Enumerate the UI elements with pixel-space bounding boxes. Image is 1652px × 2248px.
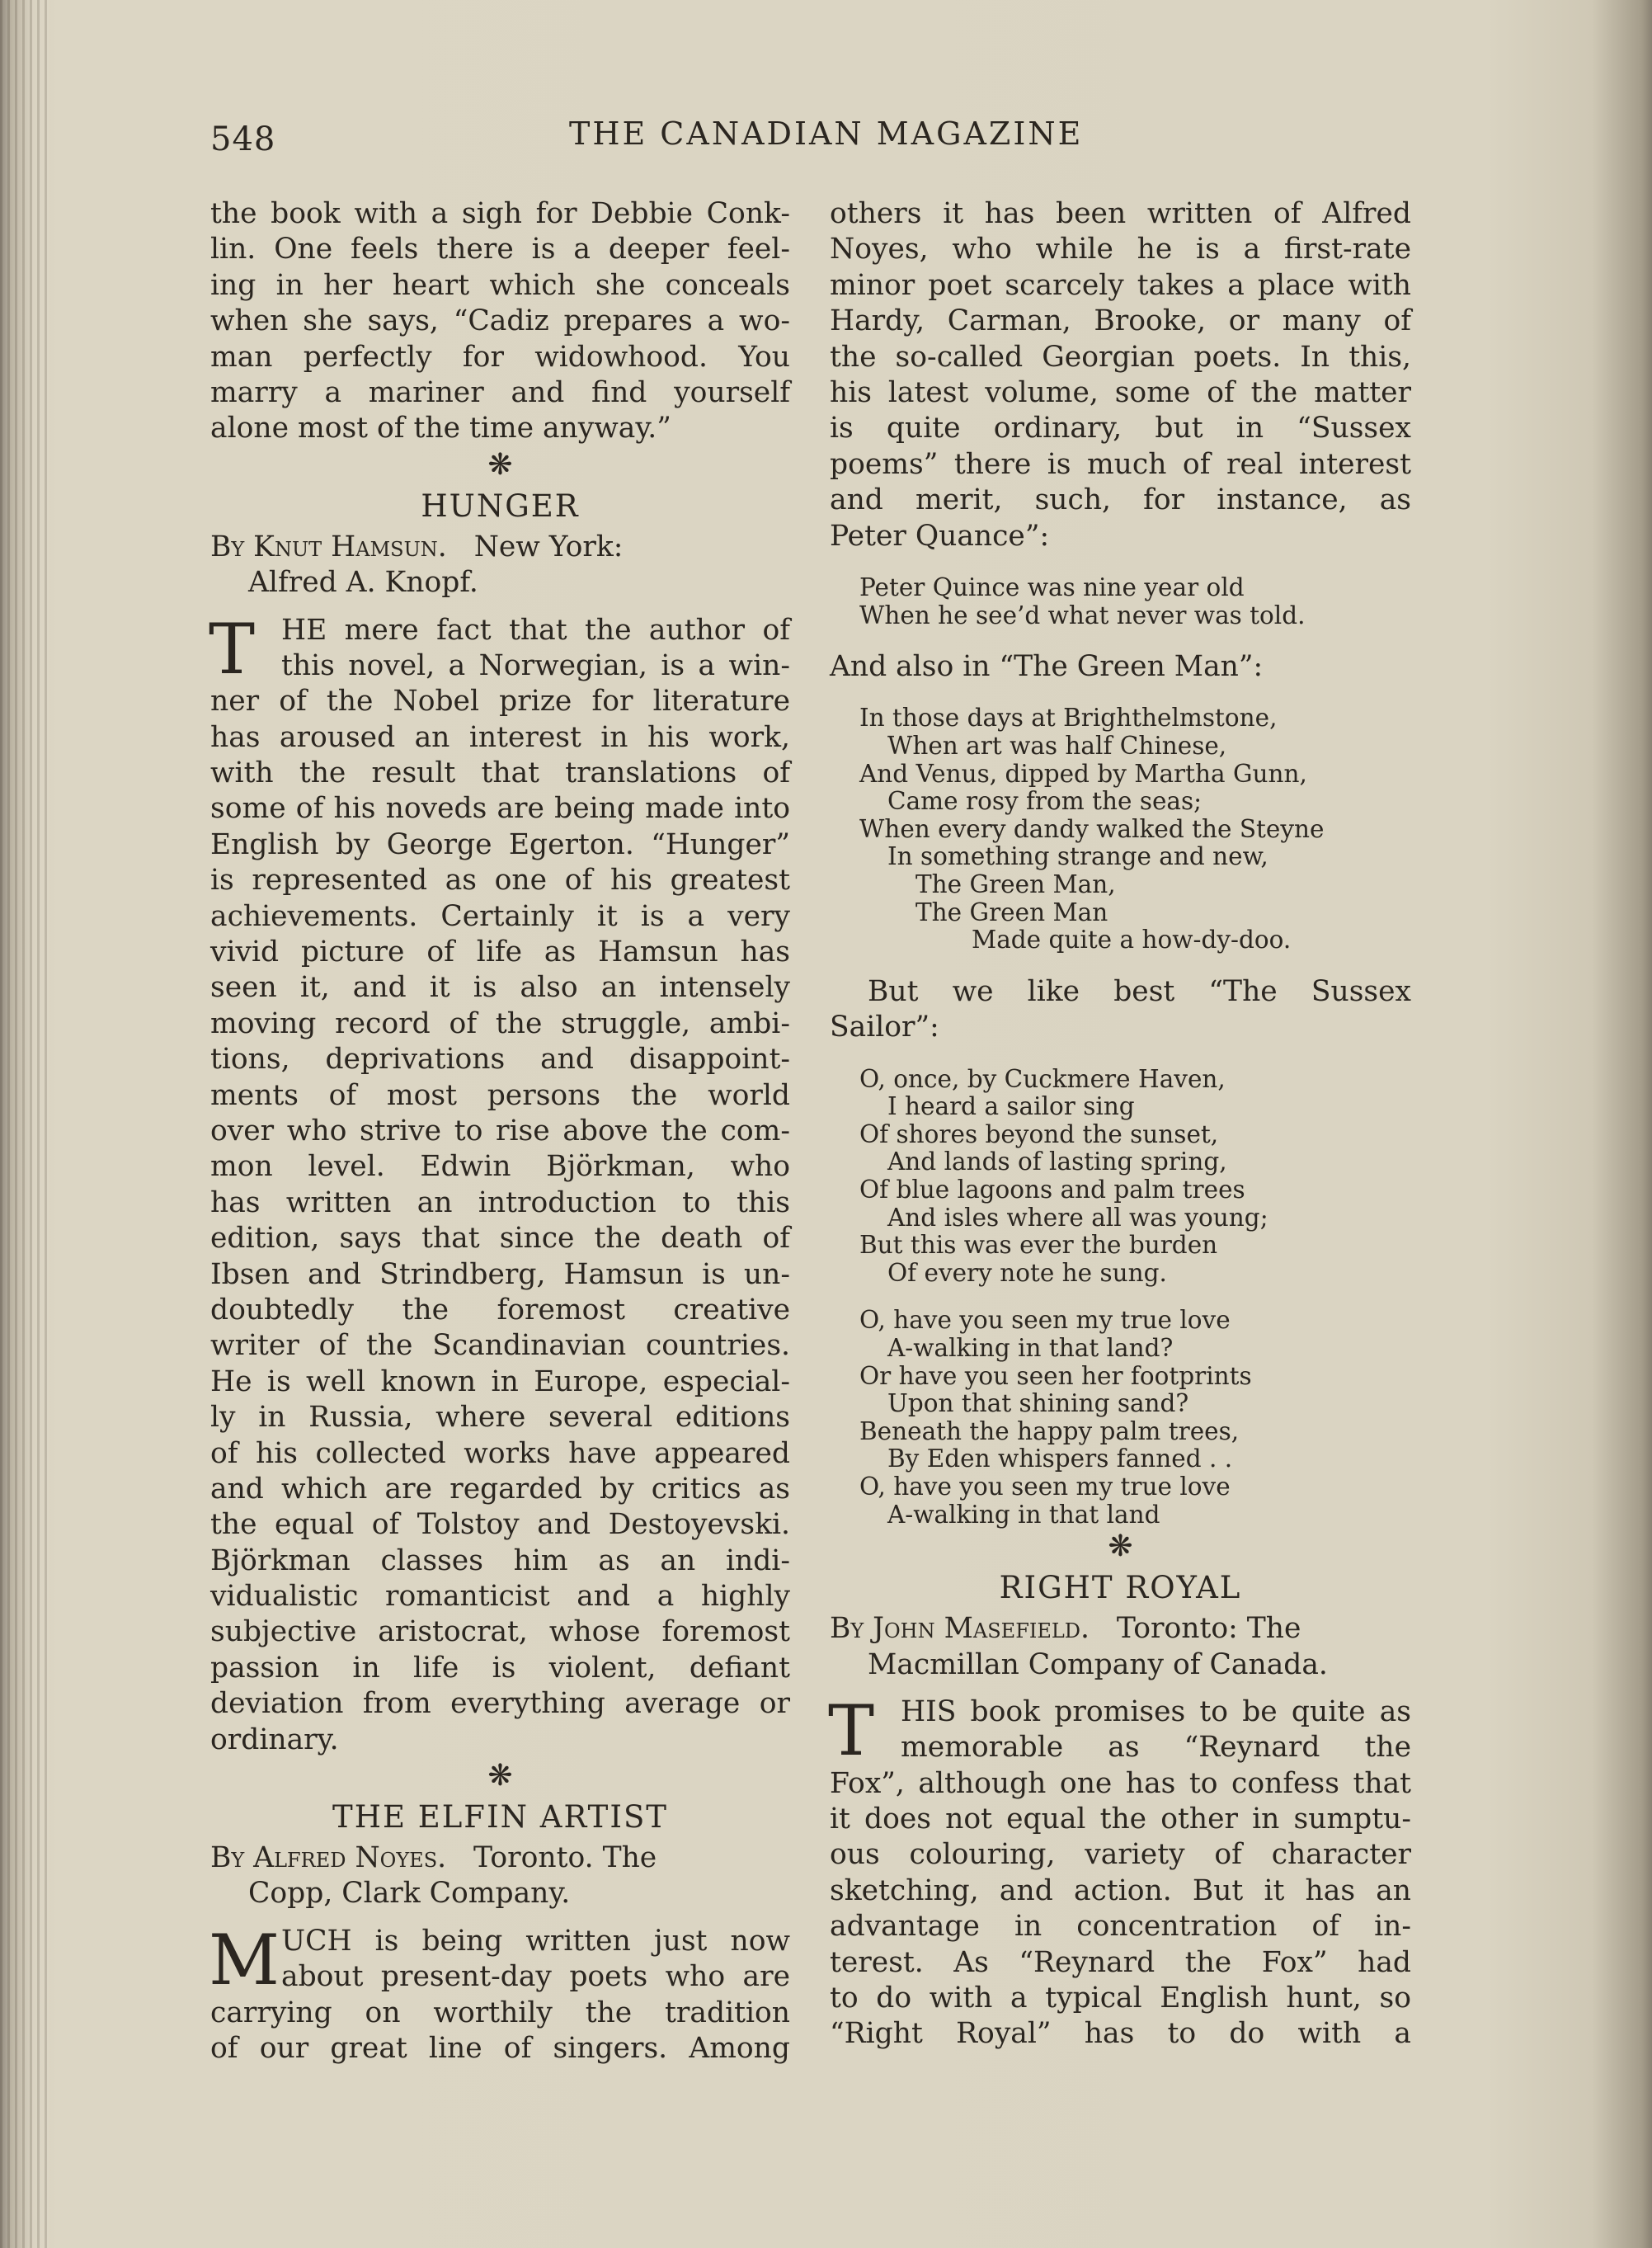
text-line: Noyes, who while he is a first-rate: [830, 233, 1411, 266]
byline: [210, 530, 790, 565]
left-column: [210, 196, 790, 2067]
poem-line: When every dandy walked the Steyne: [859, 814, 1325, 843]
drop-cap: T: [828, 1690, 875, 1771]
text-line: when she says, “Cadiz prepares a wo-: [210, 304, 790, 338]
text-line: marry a mariner and find yourself: [210, 375, 790, 409]
poem-line: The Green Man: [915, 898, 1108, 926]
text-line: of his collected works have appeared: [210, 1436, 790, 1470]
text-line: He is well known in Europe, especial-: [210, 1364, 790, 1398]
text-line: ments of most persons the world: [210, 1078, 790, 1112]
text-line: Fox”, although one has to confess that: [830, 1766, 1411, 1800]
text-line: advantage in concentration of in-: [830, 1910, 1411, 1944]
poem-green-man: [859, 705, 1411, 954]
poem-line: In something strange and new,: [887, 842, 1268, 871]
text-line: over who strive to rise above the com-: [210, 1114, 790, 1148]
poem-sussex-sailor: [859, 1066, 1411, 1529]
text-line: passion in life is violent, defiant: [210, 1651, 790, 1685]
text-line: edition, says that since the death of: [210, 1222, 790, 1256]
byline-publisher: Copp, Clark Company.: [248, 1877, 571, 1911]
poem-line: And Venus, dipped by Martha Gunn,: [859, 759, 1307, 788]
text-line: ous colouring, variety of character: [830, 1838, 1411, 1872]
text-line: mon level. Edwin Björkman, who: [210, 1150, 790, 1184]
section-separator: ❋: [1108, 1529, 1133, 1564]
text-line: writer of the Scandinavian countries.: [210, 1329, 790, 1363]
poem-line: Beneath the happy palm trees,: [859, 1416, 1240, 1445]
text-line: has written an introduction to this: [210, 1185, 790, 1219]
text-line: is represented as one of his greatest: [210, 864, 790, 898]
text-line: terest. As “Reynard the Fox” had: [830, 1945, 1411, 1979]
section-separator: ❋: [487, 447, 513, 482]
text-line: doubtedly the foremost creative: [210, 1293, 790, 1327]
drop-cap: M: [209, 1919, 280, 2001]
text-line: poems” there is much of real interest: [830, 447, 1411, 481]
poem-peter-quance: [859, 574, 1411, 629]
text-line: the so-called Georgian poets. In this,: [830, 340, 1411, 374]
text-line: deviation from everything average or: [210, 1687, 790, 1721]
text-line: vidualistic romanticist and a highly: [210, 1580, 790, 1614]
text-line: the book with a sigh for Debbie Conk-: [210, 197, 790, 230]
section-title-hunger: HUNGER: [421, 488, 580, 524]
section-separator: ❋: [487, 1759, 513, 1793]
text-line: HE mere fact that the author of: [281, 613, 790, 647]
poem-line: And lands of lasting spring,: [887, 1148, 1227, 1176]
text-line: memorable as “Reynard the: [901, 1731, 1411, 1765]
poem-line: Upon that shining sand?: [887, 1389, 1189, 1418]
poem-line: Or have you seen her footprints: [859, 1361, 1252, 1390]
byline-by: By: [210, 530, 245, 563]
text-line: and merit, such, for instance, as: [830, 483, 1411, 517]
text-line: alone most of the time anyway.”: [210, 412, 671, 445]
poem-line: I heard a sailor sing: [887, 1092, 1135, 1121]
text-line: seen it, and it is also an intensely: [210, 971, 790, 1005]
poem-line: A-walking in that land?: [887, 1333, 1174, 1362]
byline-place: New York:: [473, 530, 624, 563]
poem-line: Of shores beyond the sunset,: [859, 1119, 1219, 1148]
byline-by: By: [830, 1612, 864, 1646]
text-line: achievements. Certainly it is a very: [210, 899, 790, 933]
poem-line: O, have you seen my true love: [859, 1306, 1231, 1335]
text-line: it does not equal the other in sumptu-: [830, 1803, 1411, 1836]
text-line: Ibsen and Strindberg, Hamsun is un-: [210, 1257, 790, 1291]
section-title-right-royal: RIGHT ROYAL: [999, 1570, 1242, 1606]
byline: [210, 1840, 790, 1876]
poem-line: Peter Quince was nine year old: [859, 573, 1245, 601]
text-line: UCH is being written just now: [281, 1924, 790, 1958]
drop-cap: T: [209, 608, 256, 690]
text-line: Björkman classes him as an indi-: [210, 1543, 790, 1577]
text-line: ly in Russia, where several editions: [210, 1401, 790, 1435]
text-line: some of his noveds are being made into: [210, 792, 790, 826]
poem-line: O, once, by Cuckmere Haven,: [859, 1064, 1226, 1093]
text-line: And also in “The Green Man”:: [830, 650, 1264, 684]
text-line: tions, deprivations and disappoint-: [210, 1043, 790, 1077]
text-line: has aroused an interest in his work,: [210, 720, 790, 754]
poem-line: The Green Man,: [915, 870, 1116, 899]
section-title-elfin-artist: THE ELFIN ARTIST: [332, 1799, 668, 1836]
text-line: of our great line of singers. Among: [210, 2031, 790, 2065]
text-line: carrying on worthily the tradition: [210, 1996, 790, 2029]
text-line: But we like best “The Sussex: [868, 974, 1411, 1008]
poem-line: Of blue lagoons and palm trees: [859, 1175, 1245, 1204]
poem-line: Came rosy from the seas;: [887, 787, 1203, 816]
text-line: to do with a typical English hunt, so: [830, 1982, 1411, 2015]
text-line: sketching, and action. But it has an: [830, 1873, 1411, 1907]
byline-publisher: Alfred A. Knopf.: [248, 566, 478, 600]
text-line: HIS book promises to be quite as: [901, 1694, 1411, 1728]
poem-line: Made quite a how-dy-doo.: [972, 926, 1292, 954]
text-line: ing in her heart which she conceals: [210, 268, 790, 302]
text-line: minor poet scarcely takes a place with: [830, 268, 1411, 302]
text-line: this novel, a Norwegian, is a win-: [281, 648, 790, 682]
text-line: and which are regarded by critics as: [210, 1472, 790, 1506]
byline-publisher: Macmillan Company of Canada.: [868, 1647, 1328, 1681]
poem-line: In those days at Brighthelmstone,: [859, 704, 1278, 733]
poem-line: Of every note he sung.: [887, 1258, 1167, 1287]
text-line: Sailor”:: [830, 1011, 939, 1044]
text-line: lin. One feels there is a deeper feel-: [210, 233, 790, 266]
text-line: Hardy, Carman, Brooke, or many of: [830, 304, 1411, 338]
review-elfin-artist: [209, 1919, 790, 2067]
poem-line: When art was half Chinese,: [887, 732, 1227, 761]
poem-line: And isles where all was young;: [887, 1203, 1268, 1232]
review-hunger: [209, 608, 790, 1759]
book-binding: [0, 0, 49, 2248]
byline-place: Toronto: The: [1116, 1612, 1301, 1646]
poem-line: When he see’d what never was told.: [859, 601, 1306, 629]
text-line: the equal of Tolstoy and Destoyevski.: [210, 1508, 790, 1542]
byline: [830, 1611, 1411, 1647]
text-line: moving record of the struggle, ambi-: [210, 1006, 790, 1040]
text-line: Peter Quance”:: [830, 519, 1050, 553]
text-line: others it has been written of Alfred: [830, 197, 1411, 230]
page-number: 548: [210, 120, 276, 158]
right-column: [830, 196, 1411, 2052]
poem-line: But this was ever the burden: [859, 1231, 1218, 1260]
byline-by: By: [210, 1841, 245, 1875]
poem-line: A-walking in that land: [887, 1500, 1160, 1529]
text-line: his latest volume, some of the matter: [830, 375, 1411, 409]
byline-author: Alfred Noyes.: [253, 1841, 447, 1875]
poem-line: By Eden whispers fanned . .: [887, 1444, 1233, 1473]
text-line: “Right Royal” has to do with a: [830, 2017, 1411, 2051]
running-head: THE CANADIAN MAGAZINE: [569, 115, 1084, 152]
text-line: with the result that translations of: [210, 756, 790, 790]
text-line: vivid picture of life as Hamsun has: [210, 935, 790, 969]
text-line: English by George Egerton. “Hunger”: [210, 827, 790, 861]
byline-author: Knut Hamsun.: [253, 530, 447, 563]
review-right-royal: [828, 1690, 1411, 2052]
text-line: is quite ordinary, but in “Sussex: [830, 412, 1411, 445]
poem-line: O, have you seen my true love: [859, 1472, 1231, 1501]
text-line: subjective aristocrat, whose foremost: [210, 1615, 790, 1649]
text-line: ordinary.: [210, 1723, 339, 1756]
text-line: ner of the Nobel prize for literature: [210, 685, 790, 719]
byline-author: John Masefield.: [873, 1612, 1090, 1646]
text-line: man perfectly for widowhood. You: [210, 340, 790, 374]
byline-place: Toronto. The: [473, 1841, 657, 1875]
text-line: about present-day poets who are: [281, 1960, 790, 1994]
